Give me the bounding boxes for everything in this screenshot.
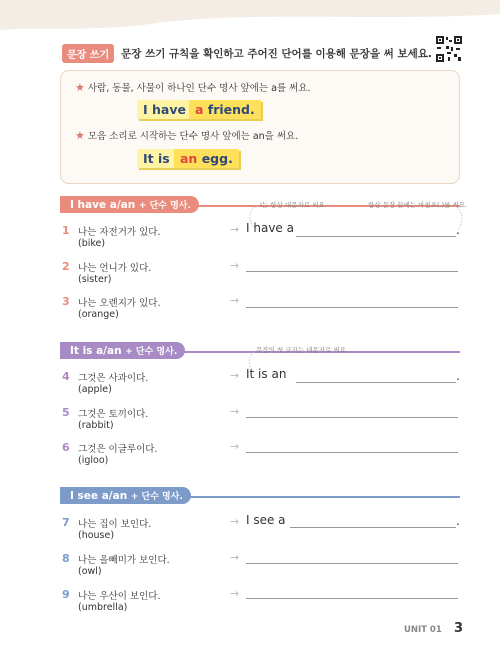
- answer-line-6[interactable]: [246, 452, 458, 453]
- word-hint: (orange): [78, 309, 119, 320]
- star-icon: ★: [75, 128, 85, 142]
- section-suffix: + 단수 명사.: [125, 347, 178, 357]
- answer-line-1[interactable]: [296, 236, 456, 237]
- rule-2-example-subject: It is: [137, 149, 176, 168]
- korean-sentence: 그것은 토끼이다.: [78, 409, 149, 420]
- answer-prefix: I see a: [246, 513, 286, 527]
- korean-sentence: 나는 자전거가 있다.: [78, 227, 161, 238]
- question-number: 3: [62, 295, 70, 308]
- noun-egg: egg.: [201, 151, 233, 166]
- answer-line-8[interactable]: [246, 563, 458, 564]
- rule-2-text: 모음 소리로 시작하는 단수 명사 앞에는 an을 써요.: [87, 131, 299, 142]
- section-suffix: + 단수 명사.: [130, 492, 183, 502]
- arrow-icon: →: [230, 551, 240, 564]
- word-hint: (sister): [78, 274, 112, 285]
- arrow-icon: →: [230, 223, 240, 236]
- rule-2: [75, 128, 298, 142]
- period-mark: .: [456, 223, 460, 237]
- answer-prefix: It is an: [246, 367, 287, 381]
- period-mark: .: [456, 514, 460, 528]
- section-tag: 문장 쓰기: [62, 44, 114, 63]
- korean-sentence: 나는 오렌지가 있다.: [78, 298, 161, 309]
- arrow-icon: →: [230, 294, 240, 307]
- noun-friend: friend.: [207, 102, 255, 117]
- top-wave-decoration: [0, 0, 500, 40]
- word-hint: (apple): [78, 384, 112, 395]
- rule-1-example-subject: I have: [137, 100, 192, 119]
- korean-sentence: 나는 언니가 있다.: [78, 263, 152, 274]
- word-hint: (bike): [78, 238, 106, 249]
- question-number: 2: [62, 260, 70, 273]
- section-title: I have a/an: [70, 199, 136, 211]
- answer-prefix: I have a: [246, 221, 294, 235]
- unit-label: UNIT 01: [404, 625, 442, 635]
- period-mark: .: [456, 369, 460, 383]
- note-first-capital: 문장의 첫 글자는 대문자로 써요.: [256, 346, 348, 354]
- question-number: 4: [62, 370, 70, 383]
- article-an: an: [180, 151, 198, 166]
- section-title-pill: [60, 487, 191, 504]
- answer-line-7[interactable]: [290, 527, 456, 528]
- section-title-pill: [60, 342, 185, 359]
- word-hint: (igloo): [78, 455, 109, 466]
- answer-line-3[interactable]: [246, 307, 458, 308]
- word-hint: (house): [78, 530, 115, 541]
- arrow-icon: →: [230, 405, 240, 418]
- word-hint: (umbrella): [78, 602, 128, 613]
- korean-sentence: 나는 우산이 보인다.: [78, 591, 161, 602]
- question-number: 5: [62, 406, 70, 419]
- section-3-header: [60, 487, 460, 501]
- question-number: 7: [62, 516, 70, 529]
- answer-line-2[interactable]: [246, 271, 458, 272]
- rule-box: [60, 70, 460, 184]
- arrow-icon: →: [230, 369, 240, 382]
- instruction-text: 문장 쓰기 규칙을 확인하고 주어진 단어를 이용해 문장을 써 보세요.: [121, 48, 432, 60]
- arrow-icon: →: [230, 515, 240, 528]
- rule-1: [75, 80, 310, 94]
- section-title-pill: [60, 196, 199, 213]
- arrow-icon: →: [230, 587, 240, 600]
- answer-line-5[interactable]: [246, 417, 458, 418]
- answer-line-9[interactable]: [246, 598, 458, 599]
- note-capital-i: I는 항상 대문자로 써요.: [260, 201, 327, 209]
- rule-1-example-object: [189, 100, 261, 119]
- rule-1-text: 사람, 동물, 사물이 하나인 단수 명사 앞에는 a를 써요.: [87, 83, 311, 94]
- exercise-header: [62, 44, 432, 63]
- section-title: I see a/an: [70, 490, 128, 502]
- section-title: It is a/an: [70, 345, 122, 357]
- page-number: 3: [454, 621, 464, 636]
- question-number: 1: [62, 224, 70, 237]
- korean-sentence: 나는 올빼미가 보인다.: [78, 555, 170, 566]
- answer-line-4[interactable]: [296, 382, 456, 383]
- word-hint: (owl): [78, 566, 102, 577]
- question-number: 6: [62, 441, 70, 454]
- arrow-icon: →: [230, 259, 240, 272]
- section-suffix: + 단수 명사.: [138, 201, 191, 211]
- korean-sentence: 그것은 이글루이다.: [78, 444, 158, 455]
- korean-sentence: 나는 집이 보인다.: [78, 519, 152, 530]
- word-hint: (rabbit): [78, 420, 114, 431]
- question-number: 9: [62, 588, 70, 601]
- qr-code-icon[interactable]: [436, 36, 462, 62]
- note-period: 항상 문장 끝에는 마침표(.)를 써요.: [368, 201, 468, 209]
- star-icon: ★: [75, 80, 85, 94]
- question-number: 8: [62, 552, 70, 565]
- article-a: a: [195, 102, 204, 117]
- rule-2-example-object: [174, 149, 239, 168]
- korean-sentence: 그것은 사과이다.: [78, 373, 149, 384]
- arrow-icon: →: [230, 440, 240, 453]
